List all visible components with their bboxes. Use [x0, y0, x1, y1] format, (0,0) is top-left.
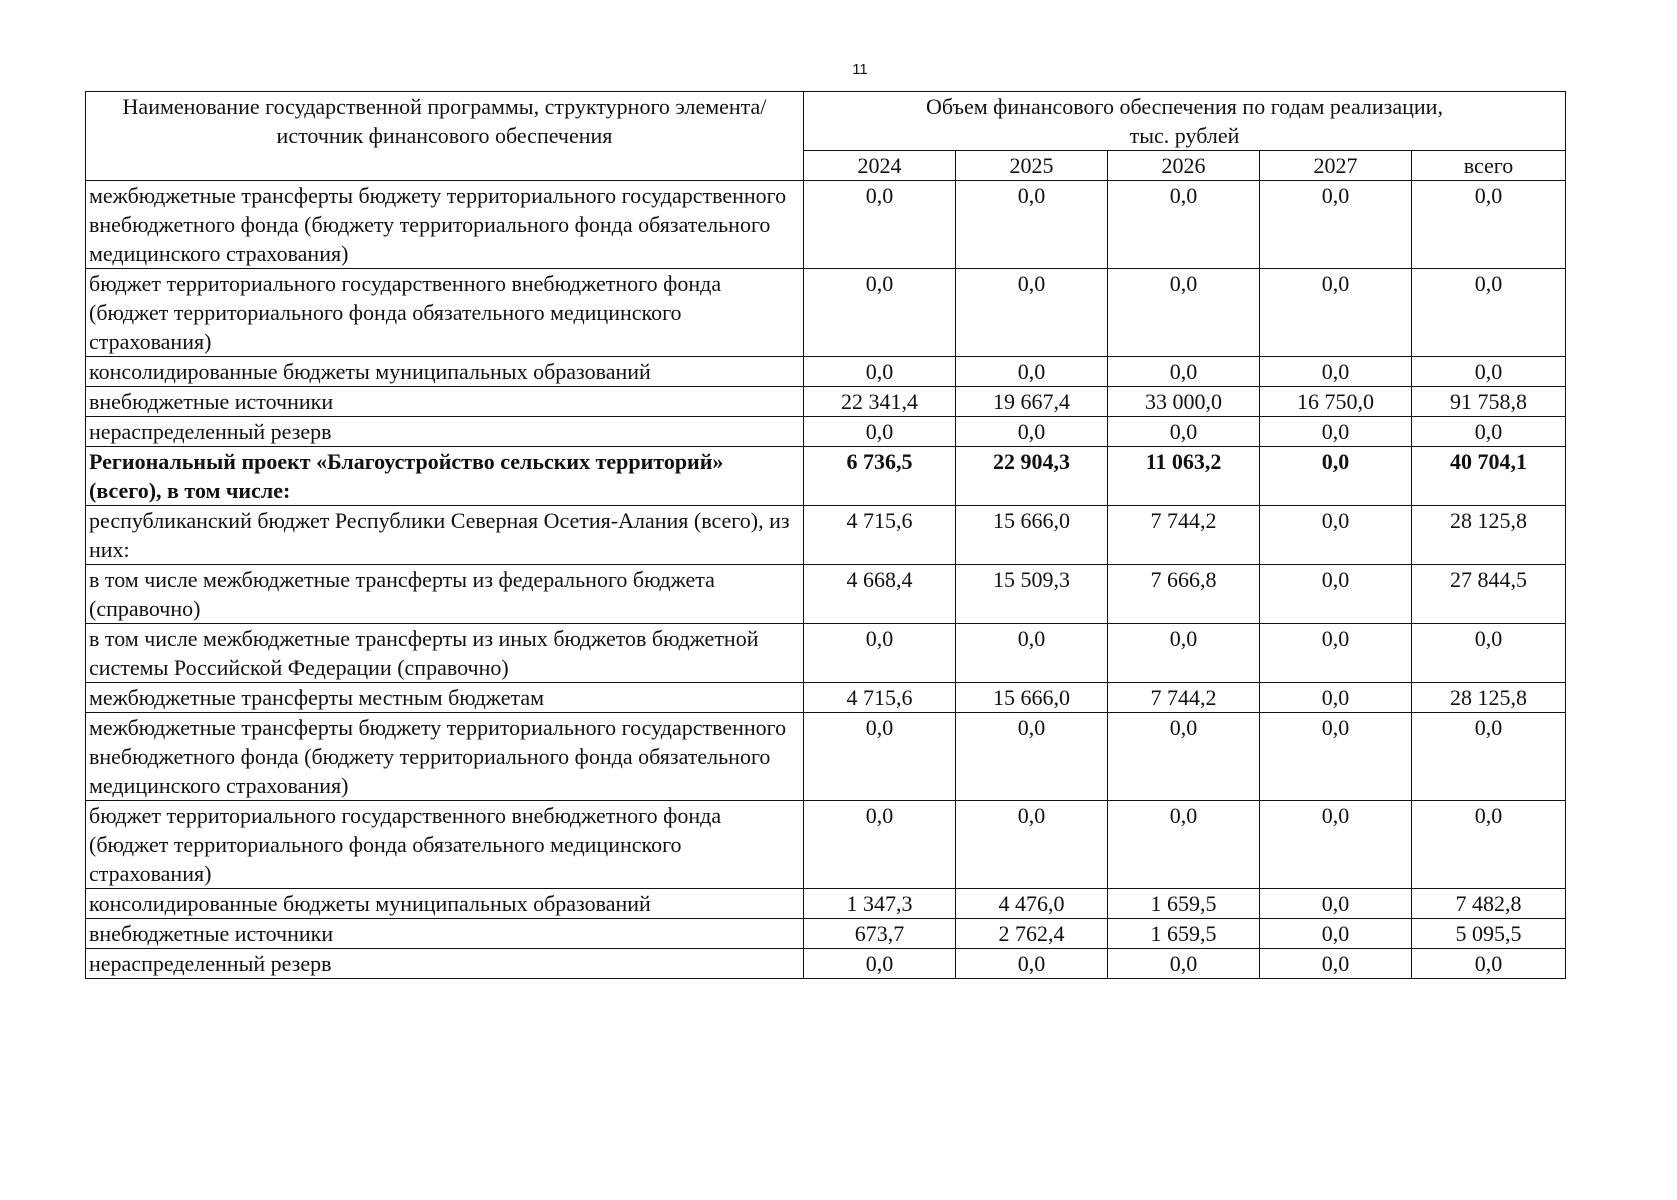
value-cell: 0,0	[1260, 683, 1412, 713]
value-cell: 19 667,4	[956, 387, 1108, 417]
header-year-2024: 2024	[804, 151, 956, 181]
value-cell: 0,0	[1412, 713, 1566, 801]
value-cell: 0,0	[1412, 269, 1566, 357]
value-cell: 0,0	[1108, 949, 1260, 979]
value-cell: 22 341,4	[804, 387, 956, 417]
table-row	[86, 713, 1566, 801]
value-cell: 0,0	[1260, 506, 1412, 565]
row-name-cell: межбюджетные трансферты бюджету территориального государственного внебюджетного фонда (бюджету территориального фонда обязательного медицинского страхования)	[86, 713, 804, 801]
value-cell: 22 904,3	[956, 447, 1108, 506]
table-row	[86, 919, 1566, 949]
value-cell: 0,0	[1260, 357, 1412, 387]
value-cell: 0,0	[804, 269, 956, 357]
value-cell: 0,0	[956, 357, 1108, 387]
value-cell: 0,0	[804, 713, 956, 801]
value-cell: 0,0	[1108, 417, 1260, 447]
value-cell: 0,0	[804, 357, 956, 387]
value-cell: 7 744,2	[1108, 683, 1260, 713]
row-name-cell: консолидированные бюджеты муниципальных образований	[86, 889, 804, 919]
value-cell: 91 758,8	[1412, 387, 1566, 417]
row-name-cell: нераспределенный резерв	[86, 417, 804, 447]
table-row	[86, 357, 1566, 387]
value-cell: 15 509,3	[956, 565, 1108, 624]
value-cell: 5 095,5	[1412, 919, 1566, 949]
row-name-cell: бюджет территориального государственного внебюджетного фонда (бюджет территориального фонда обязательного медицинского страхования)	[86, 801, 804, 889]
value-cell: 0,0	[1260, 889, 1412, 919]
table-row	[86, 181, 1566, 269]
table-row	[86, 447, 1566, 506]
row-name-cell: в том числе межбюджетные трансферты из федерального бюджета (справочно)	[86, 565, 804, 624]
row-name-cell: внебюджетные источники	[86, 387, 804, 417]
row-name-cell: Региональный проект «Благоустройство сельских территорий» (всего), в том числе:	[86, 447, 804, 506]
header-total: всего	[1412, 151, 1566, 181]
value-cell: 40 704,1	[1412, 447, 1566, 506]
value-cell: 1 347,3	[804, 889, 956, 919]
table-row	[86, 387, 1566, 417]
value-cell: 2 762,4	[956, 919, 1108, 949]
row-name-cell: межбюджетные трансферты местным бюджетам	[86, 683, 804, 713]
value-cell: 0,0	[956, 624, 1108, 683]
header-year-2025: 2025	[956, 151, 1108, 181]
value-cell: 7 744,2	[1108, 506, 1260, 565]
value-cell: 28 125,8	[1412, 683, 1566, 713]
table-row	[86, 624, 1566, 683]
value-cell: 28 125,8	[1412, 506, 1566, 565]
value-cell: 16 750,0	[1260, 387, 1412, 417]
value-cell: 0,0	[956, 801, 1108, 889]
value-cell: 0,0	[1108, 357, 1260, 387]
value-cell: 0,0	[1412, 801, 1566, 889]
row-name-cell: нераспределенный резерв	[86, 949, 804, 979]
value-cell: 0,0	[1108, 801, 1260, 889]
row-name-cell: консолидированные бюджеты муниципальных образований	[86, 357, 804, 387]
value-cell: 6 736,5	[804, 447, 956, 506]
value-cell: 1 659,5	[1108, 889, 1260, 919]
row-name-cell: внебюджетные источники	[86, 919, 804, 949]
value-cell: 0,0	[1260, 919, 1412, 949]
table-row	[86, 683, 1566, 713]
value-cell: 0,0	[1108, 624, 1260, 683]
header-year-2026: 2026	[1108, 151, 1260, 181]
value-cell: 1 659,5	[1108, 919, 1260, 949]
value-cell: 0,0	[804, 181, 956, 269]
row-name-cell: бюджет территориального государственного внебюджетного фонда (бюджет территориального фонда обязательного медицинского страхования)	[86, 269, 804, 357]
value-cell: 0,0	[1260, 801, 1412, 889]
table-row	[86, 565, 1566, 624]
value-cell: 0,0	[956, 181, 1108, 269]
value-cell: 4 476,0	[956, 889, 1108, 919]
value-cell: 0,0	[1260, 949, 1412, 979]
table-row	[86, 506, 1566, 565]
header-volume-column: Объем финансового обеспечения по годам реализации, тыс. рублей	[804, 92, 1566, 151]
value-cell: 15 666,0	[956, 683, 1108, 713]
value-cell: 4 715,6	[804, 683, 956, 713]
value-cell: 15 666,0	[956, 506, 1108, 565]
value-cell: 0,0	[1412, 357, 1566, 387]
row-name-cell: республиканский бюджет Республики Северная Осетия-Алания (всего), из них:	[86, 506, 804, 565]
value-cell: 0,0	[1108, 181, 1260, 269]
table-row	[86, 889, 1566, 919]
value-cell: 0,0	[804, 949, 956, 979]
value-cell: 4 668,4	[804, 565, 956, 624]
value-cell: 0,0	[1260, 447, 1412, 506]
value-cell: 4 715,6	[804, 506, 956, 565]
value-cell: 0,0	[1108, 713, 1260, 801]
value-cell: 0,0	[804, 801, 956, 889]
value-cell: 0,0	[1412, 181, 1566, 269]
table-row	[86, 269, 1566, 357]
value-cell: 0,0	[1260, 269, 1412, 357]
value-cell: 0,0	[804, 417, 956, 447]
value-cell: 0,0	[1412, 949, 1566, 979]
value-cell: 11 063,2	[1108, 447, 1260, 506]
header-name-column: Наименование государственной программы, структурного элемента/источник финансового обеспечения	[86, 92, 804, 181]
header-year-2027: 2027	[1260, 151, 1412, 181]
value-cell: 0,0	[1412, 624, 1566, 683]
page-number: 11	[852, 61, 868, 78]
table-row	[86, 417, 1566, 447]
value-cell: 673,7	[804, 919, 956, 949]
value-cell: 33 000,0	[1108, 387, 1260, 417]
value-cell: 0,0	[1412, 417, 1566, 447]
value-cell: 0,0	[956, 949, 1108, 979]
value-cell: 0,0	[1260, 417, 1412, 447]
value-cell: 27 844,5	[1412, 565, 1566, 624]
value-cell: 0,0	[1108, 269, 1260, 357]
value-cell: 0,0	[956, 713, 1108, 801]
value-cell: 0,0	[1260, 181, 1412, 269]
row-name-cell: межбюджетные трансферты бюджету территориального государственного внебюджетного фонда (бюджету территориального фонда обязательного медицинского страхования)	[86, 181, 804, 269]
table-body	[86, 181, 1566, 979]
value-cell: 0,0	[1260, 713, 1412, 801]
value-cell: 0,0	[1260, 565, 1412, 624]
value-cell: 0,0	[956, 269, 1108, 357]
value-cell: 0,0	[956, 417, 1108, 447]
value-cell: 7 482,8	[1412, 889, 1566, 919]
value-cell: 0,0	[804, 624, 956, 683]
value-cell: 7 666,8	[1108, 565, 1260, 624]
table-row	[86, 949, 1566, 979]
financing-table	[85, 91, 1566, 979]
row-name-cell: в том числе межбюджетные трансферты из иных бюджетов бюджетной системы Российской Федерации (справочно)	[86, 624, 804, 683]
table-row	[86, 801, 1566, 889]
value-cell: 0,0	[1260, 624, 1412, 683]
